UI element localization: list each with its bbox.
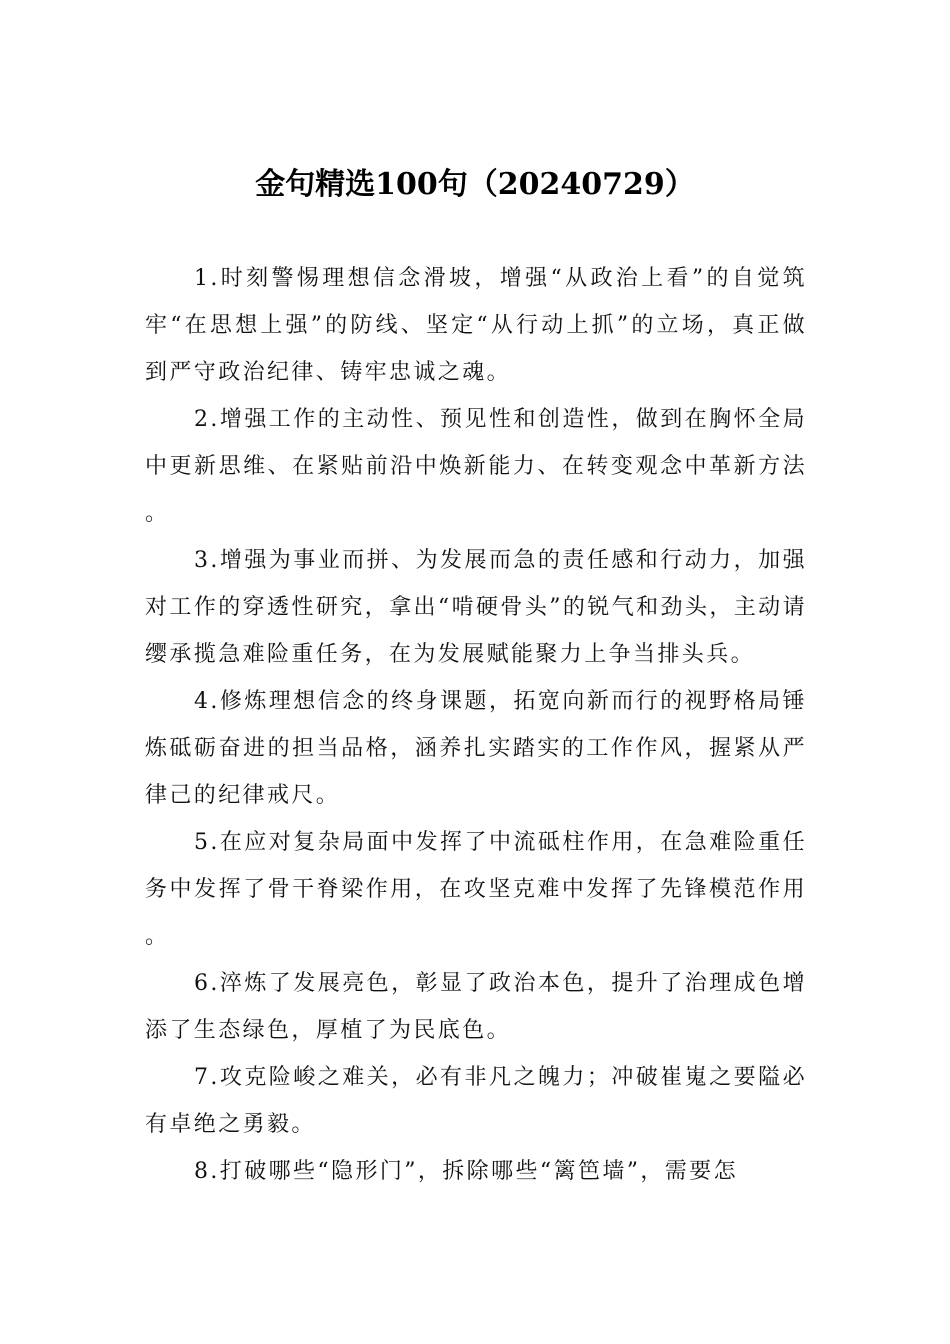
paragraph-2: 2.增强工作的主动性、预见性和创造性，做到在胸怀全局中更新思维、在紧贴前沿中焕新能力、在转变观念中革新方法。 <box>145 407 807 526</box>
paragraph-5: 5.在应对复杂局面中发挥了中流砥柱作用，在急难险重任务中发挥了骨干脊梁作用，在攻坚克难中发挥了先锋模范作用。 <box>145 830 807 949</box>
document-body <box>145 255 807 1195</box>
paragraph-1: 1.时刻警惕理想信念滑坡，增强“从政治上看”的自觉筑牢“在思想上强”的防线、坚定“从行动上抓”的立场，真正做到严守政治纪律、铸牢忠诚之魂。 <box>145 266 807 385</box>
document-title: 金句精选100句（20240729） <box>255 167 695 202</box>
paragraph-3: 3.增强为事业而拼、为发展而急的责任感和行动力，加强对工作的穿透性研究，拿出“啃硬骨头”的锐气和劲头，主动请缨承揽急难险重任务，在为发展赋能聚力上争当排头兵。 <box>145 548 807 667</box>
paragraph-8: 8.打破哪些“隐形门”，拆除哪些“篱笆墙”，需要怎 <box>194 1159 738 1184</box>
paragraph-7: 7.攻克险峻之难关，必有非凡之魄力；冲破崔嵬之要隘必有卓绝之勇毅。 <box>145 1065 807 1137</box>
paragraph-4: 4.修炼理想信念的终身课题，拓宽向新而行的视野格局锤炼砥砺奋进的担当品格，涵养扎实踏实的工作作风，握紧从严律己的纪律戒尺。 <box>145 689 807 808</box>
paragraph-6: 6.淬炼了发展亮色，彰显了政治本色，提升了治理成色增添了生态绿色，厚植了为民底色。 <box>145 971 807 1043</box>
